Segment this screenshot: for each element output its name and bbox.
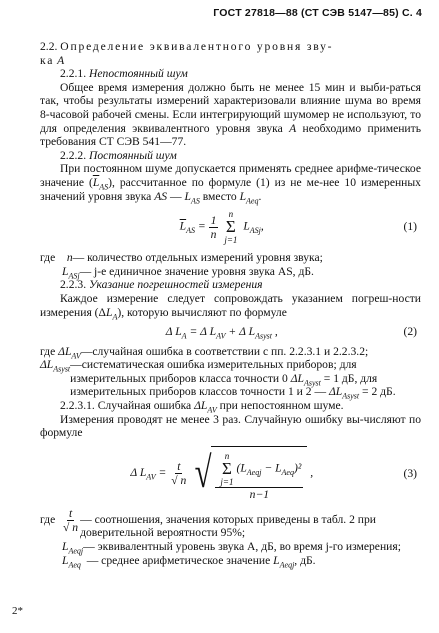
section-2-2-1-heading: 2.2.1. Непостоянный шум xyxy=(60,67,188,81)
document-body xyxy=(40,40,421,567)
section-2-2-2-text: При постоянном шуме допускается применять среднее арифме-тическое значение $(\overline{L}_{AS})$, рассчитанное по формуле (1) из не ме-нее 10 измеренных значений уровня звука AS — $L_{AS}$ вместо $L_{Aeq}$. xyxy=(40,162,421,205)
where-2-av: где $\Delta L_{AV}$ —случайная ошибка в соответствии с пп. 2.2.3.1 и 2.2.3.2; xyxy=(40,344,369,360)
formula-2: Δ $L_A = \Delta$ $L_{AV} + \Delta$ $L_{Asyst}$ , (2) xyxy=(165,325,417,341)
where-1-j: $L_{ASj}$ — j-е единичное значение уровня звука AS, дБ. xyxy=(62,264,314,281)
formula-3: Δ $L_{AV}$ = $\frac{t}{√ n}$ √ n Σ j=1 $(L_{Aeqj} - L_{Aeq})^2$ n−1 , (3) xyxy=(130,447,417,501)
where-2-syst: $\Delta L_{Asyst}$ —систематическая ошибка измерительных приборов; для измерительных приборов класса точности 0 $\Delta L_{Asyst} = 1$ дБ, для измерительных приборов классов точности 1 и 2 — $\Delta L_{Asyst} = 2$ дБ. xyxy=(40,358,396,401)
section-2-2-heading: 2.2. Определение эквивалентного уровня зву- ка A xyxy=(40,40,334,67)
section-2-2-3-1-heading: 2.2.3.1. Случайная ошибка $\Delta L_{AV}$ при непостоянном шуме. xyxy=(60,399,344,415)
section-2-2-3-1-text: Измерения проводят не менее 3 раз. Случайную ошибку вы-числяют по формуле xyxy=(40,412,421,440)
section-2-2-2-heading: 2.2.2. Постоянный шум xyxy=(60,148,177,162)
page-header: ГОСТ 27818—88 (СТ СЭВ 5147—85) С. 4 xyxy=(213,7,422,19)
footer-mark: 2* xyxy=(12,605,23,618)
section-2-2-1-text: Общее время измерения должно быть не менее 15 мин и выби-раться так, чтобы результаты измерений характеризовали влияние шума во время 8-часовой рабочей смены. Если интегрирующий шумомер не используют, то для определения эквивалентного уровня звука A необходимо применить требования СТ СЭВ 541—77. xyxy=(40,80,421,149)
where-3-laeq: $L_{Aeq}$ — среднее арифметическое значение $L_{Aeqj}$, дБ. xyxy=(62,553,316,569)
where-1-n: где n — количество отдельных измерений уровня звука; xyxy=(40,251,323,265)
section-2-2-3-heading: 2.2.3. Указание погрешностей измерения xyxy=(60,278,263,292)
where-3-t: где $\frac{t}{√ n}$ — соотношения, значения которых приведены в табл. 2 при доверительной вероятности 95%; xyxy=(40,506,376,540)
formula-1: $\overline{L}_{AS}$ = $\frac{1}{n}$ n Σ j=1 $L_{ASj}$, (1) xyxy=(179,209,417,246)
where-3-laeqj: $L_{Aeqj}$ — эквивалентный уровень звука A, дБ, во время j-го измерения; xyxy=(62,540,401,556)
section-2-2-3-text: Каждое измерение следует сопровождать указанием погреш-ности измерения $(\Delta L_A)$, которую вычисляют по формуле xyxy=(40,291,421,321)
